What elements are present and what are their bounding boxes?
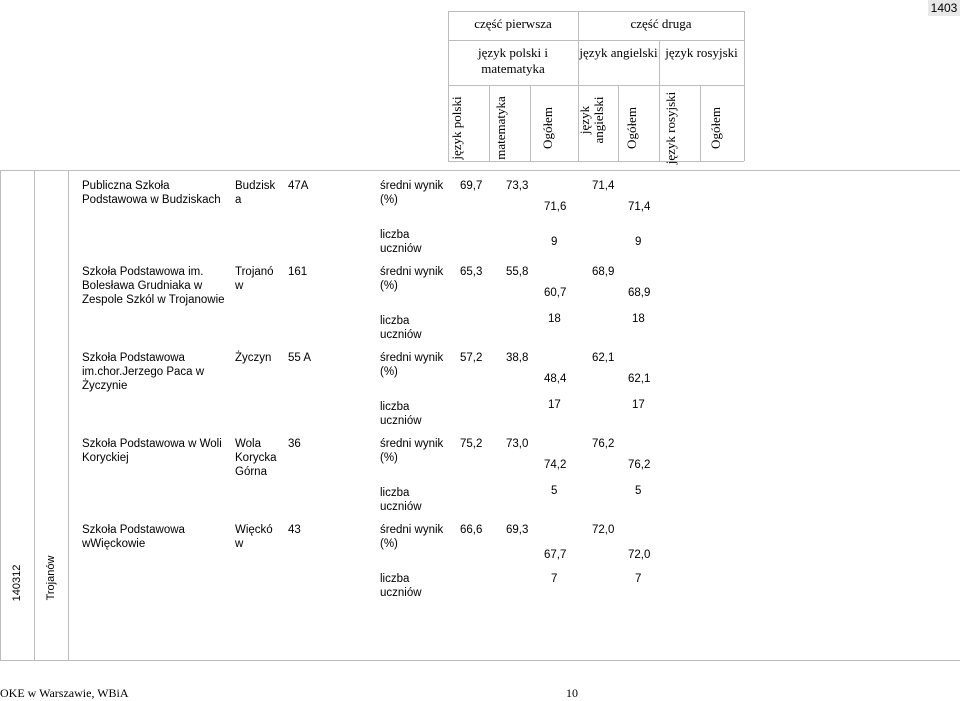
gmina-name: Trojanów — [45, 555, 57, 601]
school-name: Publiczna Szkoła Podstawowa w Budziskach — [82, 180, 221, 206]
col-header-russian: język rosyjski — [663, 91, 678, 165]
col-line-4 — [618, 85, 619, 161]
score-total-1: 71,6 — [544, 201, 567, 213]
score-english: 76,2 — [592, 438, 615, 450]
score-math: 69,3 — [506, 524, 529, 536]
count-total-1: 7 — [551, 573, 558, 585]
count-total-1: 9 — [551, 236, 558, 248]
score-total-1: 67,7 — [544, 549, 567, 561]
school-place: Więckó w — [235, 524, 273, 550]
school-code: 55 A — [288, 352, 312, 364]
footer-source: OKE w Warszawie, WBiA — [0, 686, 129, 700]
score-total-1: 48,4 — [544, 373, 567, 385]
avg-label: średni wynik (%) — [380, 266, 444, 292]
count-total-1: 17 — [548, 399, 561, 411]
avg-label: średni wynik (%) — [380, 180, 444, 206]
body-top-line — [0, 170, 960, 171]
school-place: Życzyn — [235, 352, 272, 364]
col-line-1 — [489, 85, 490, 161]
col-line-2 — [530, 85, 531, 161]
col-header-total-2: Ogółem — [624, 107, 639, 149]
score-total-2: 72,0 — [628, 549, 651, 561]
score-total-2: 71,4 — [628, 201, 651, 213]
subject-english: język angielski — [579, 45, 658, 60]
score-total-1: 60,7 — [544, 287, 567, 299]
header-right-line — [744, 11, 745, 161]
score-math: 38,8 — [506, 352, 529, 364]
count-label: liczba uczniów — [380, 573, 422, 599]
col-header-math: matematyka — [493, 96, 508, 160]
score-total-2: 76,2 — [628, 459, 651, 471]
body-bottom-line — [0, 660, 960, 661]
school-name: Szkoła Podstawowa w Woli Koryckiej — [82, 438, 222, 464]
school-code: 36 — [288, 438, 301, 450]
school-place: Wola Korycka Górna — [235, 438, 277, 478]
count-label: liczba uczniów — [380, 229, 422, 255]
school-place: Trojanó w — [235, 266, 274, 292]
part-one-title: część pierwsza — [474, 16, 552, 31]
footer-page: 10 — [566, 686, 578, 700]
count-label: liczba uczniów — [380, 401, 422, 427]
count-total-1: 5 — [551, 485, 558, 497]
school-name: Szkoła Podstawowa im.chor.Jerzego Paca w Życzynie — [82, 352, 205, 392]
score-english: 68,9 — [592, 266, 615, 278]
score-polish: 75,2 — [460, 438, 483, 450]
score-polish: 66,6 — [460, 524, 483, 536]
score-english: 72,0 — [592, 524, 615, 536]
school-name: Szkoła Podstawowa im. Bolesława Grudniaka w Zespole Szkól w Trojanowie — [82, 266, 225, 306]
body-left-line — [0, 170, 1, 660]
score-math: 55,8 — [506, 266, 529, 278]
score-polish: 69,7 — [460, 180, 483, 192]
count-total-2: 7 — [635, 573, 642, 585]
body-col-line-2 — [68, 170, 69, 660]
header-bottom-line — [448, 161, 744, 162]
score-english: 62,1 — [592, 352, 615, 364]
subject-polish-math: język polski i matematyka — [477, 45, 549, 76]
page-number: 1403 — [928, 0, 960, 16]
score-english: 71,4 — [592, 180, 615, 192]
count-label: liczba uczniów — [380, 315, 422, 341]
subject-russian: język rosyjski — [665, 45, 738, 60]
count-label: liczba uczniów — [380, 487, 422, 513]
col-line-6 — [700, 85, 701, 161]
avg-label: średni wynik (%) — [380, 352, 444, 378]
gmina-code: 140312 — [11, 564, 23, 602]
part-two-title: część druga — [630, 16, 692, 31]
col-header-total-3: Ogółem — [708, 107, 723, 149]
score-polish: 65,3 — [460, 266, 483, 278]
score-math: 73,3 — [506, 180, 529, 192]
header-top-line — [448, 11, 744, 12]
count-total-2: 9 — [635, 236, 642, 248]
score-math: 73,0 — [506, 438, 529, 450]
score-total-2: 62,1 — [628, 373, 651, 385]
score-total-2: 68,9 — [628, 287, 651, 299]
col-header-english: język angielski — [577, 96, 606, 144]
body-col-line-1 — [34, 170, 35, 660]
score-total-1: 74,2 — [544, 459, 567, 471]
school-code: 47A — [288, 180, 309, 192]
count-total-1: 18 — [548, 313, 561, 325]
col-header-polish: język polski — [449, 96, 464, 160]
count-total-2: 18 — [632, 313, 645, 325]
school-name: Szkoła Podstawowa wWięckowie — [82, 524, 185, 550]
count-total-2: 5 — [635, 485, 642, 497]
school-code: 161 — [288, 266, 308, 278]
header-line-2 — [448, 40, 744, 41]
school-code: 43 — [288, 524, 301, 536]
score-polish: 57,2 — [460, 352, 483, 364]
avg-label: średni wynik (%) — [380, 524, 444, 550]
col-header-total-1: Ogółem — [540, 107, 555, 149]
avg-label: średni wynik (%) — [380, 438, 444, 464]
count-total-2: 17 — [632, 399, 645, 411]
school-place: Budzisk a — [235, 180, 276, 206]
